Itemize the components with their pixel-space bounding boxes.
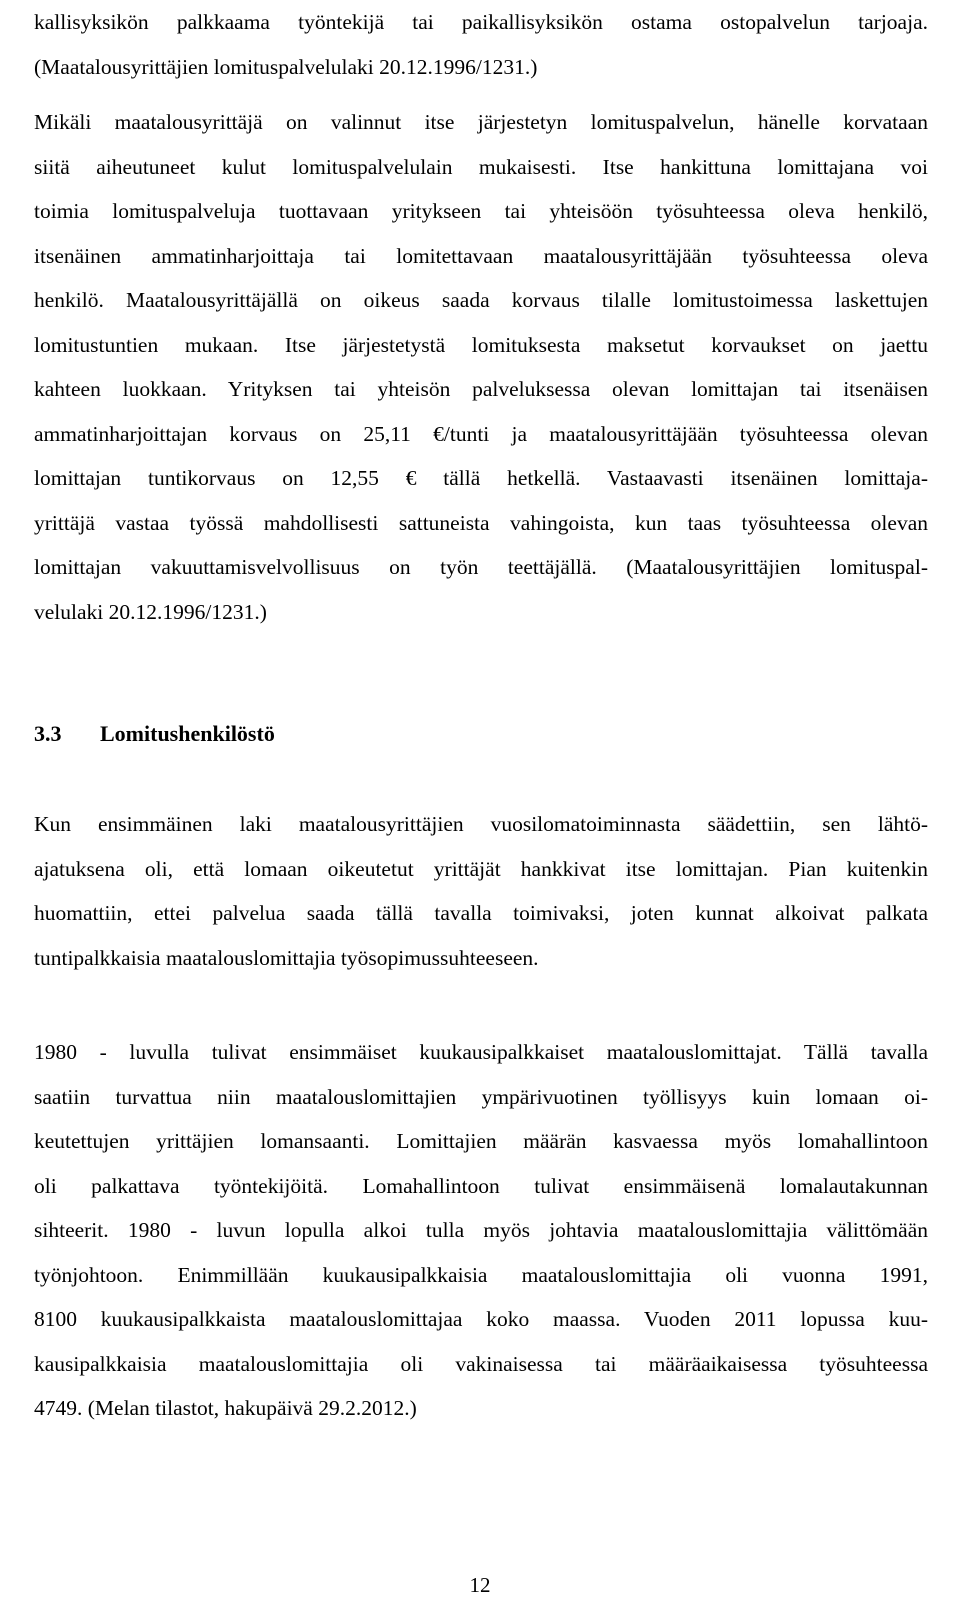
text-line: saatiin turvattua niin maatalouslomittajien ympärivuotinen työllisyys kuin lomaan oi- [34, 1084, 928, 1109]
text-line: kausipalkkaisia maatalouslomittajia oli vakinaisessa tai määräaikaisessa työsuhteessa [34, 1351, 928, 1376]
text-line: tuntipalkkaisia maatalouslomittajia työsopimussuhteeseen. [34, 945, 539, 970]
text-line: itsenäinen ammatinharjoittaja tai lomitettavaan maatalousyrittäjään työsuhteessa oleva [34, 243, 928, 268]
text-line: 1980 - luvulla tulivat ensimmäiset kuukausipalkkaiset maatalouslomittajat. Tällä tavalla [34, 1040, 928, 1064]
text-line: 8100 kuukausipalkkaista maatalouslomittajaa koko maassa. Vuoden 2011 lopussa kuu- [34, 1307, 928, 1331]
section-heading [34, 712, 275, 756]
text-line: työnjohtoon. Enimmillään kuukausipalkkaisia maatalouslomittajia oli vuonna 1991, [34, 1262, 928, 1287]
text-line: ajatuksena oli, että lomaan oikeutetut yrittäjät hankkivat itse lomittajan. Pian kuitenkin [34, 856, 928, 881]
text-line: lomittajan vakuuttamisvelvollisuus on työn teettäjällä. (Maatalousyrittäjien lomituspal- [34, 555, 928, 579]
text-line: siitä aiheutuneet kulut lomituspalvelulain mukaisesti. Itse hankittuna lomittajana voi [34, 154, 928, 179]
text-line: oli palkattava työntekijöitä. Lomahallintoon tulivat ensimmäisenä lomalautakunnan [34, 1173, 928, 1198]
text-line: henkilö. Maatalousyrittäjällä on oikeus saada korvaus tilalle lomitustoimessa laskettujen [34, 288, 928, 312]
text-line: toimia lomituspalveluja tuottavaan yritykseen tai yhteisöön työsuhteessa oleva henkilö, [34, 199, 928, 223]
text-line: kahteen luokkaan. Yrityksen tai yhteisön palveluksessa olevan lomittajan tai itsenäisen [34, 377, 928, 401]
text-line: lomittajan tuntikorvaus on 12,55 € tällä hetkellä. Vastaavasti itsenäinen lomittaja- [34, 466, 928, 490]
section-number: 3.3 [34, 721, 62, 746]
text-line: kallisyksikön palkkaama työntekijä tai paikallisyksikön ostama ostopalvelun tarjoaja. [34, 10, 928, 34]
text-line: lomitustuntien mukaan. Itse järjestetystä lomituksesta maksetut korvaukset on jaettu [34, 332, 928, 357]
section-title: Lomitushenkilöstö [100, 721, 275, 746]
text-line: Mikäli maatalousyrittäjä on valinnut itse järjestetyn lomituspalvelun, hänelle korvataan [34, 110, 928, 134]
paragraph-substitute-service [34, 100, 928, 634]
paragraph-history [34, 802, 928, 980]
page-number: 12 [469, 1573, 491, 1597]
text-line: sihteerit. 1980 - luvun lopulla alkoi tulla myös johtavia maatalouslomittajia välittömään [34, 1218, 928, 1242]
text-line: yrittäjä vastaa työssä mahdollisesti sattuneista vahingoista, kun taas työsuhteessa olevan [34, 510, 928, 535]
text-line: huomattiin, ettei palvelua saada tällä tavalla toimivaksi, joten kunnat alkoivat palkata [34, 901, 928, 925]
text-line: Kun ensimmäinen laki maatalousyrittäjien vuosilomatoiminnasta säädettiin, sen lähtö- [34, 812, 928, 836]
text-line: ammatinharjoittajan korvaus on 25,11 €/tunti ja maatalousyrittäjään työsuhteessa olevan [34, 421, 928, 446]
paragraph-continuation [34, 0, 928, 89]
text-line: (Maatalousyrittäjien lomituspalvelulaki 20.12.1996/1231.) [34, 54, 538, 79]
text-line: 4749. (Melan tilastot, hakupäivä 29.2.2012.) [34, 1396, 417, 1420]
text-line: keutettujen yrittäjien lomansaanti. Lomittajien määrän kasvaessa myös lomahallintoon [34, 1129, 928, 1153]
text-line: velulaki 20.12.1996/1231.) [34, 599, 267, 624]
paragraph-monthly-staff [34, 1030, 928, 1431]
